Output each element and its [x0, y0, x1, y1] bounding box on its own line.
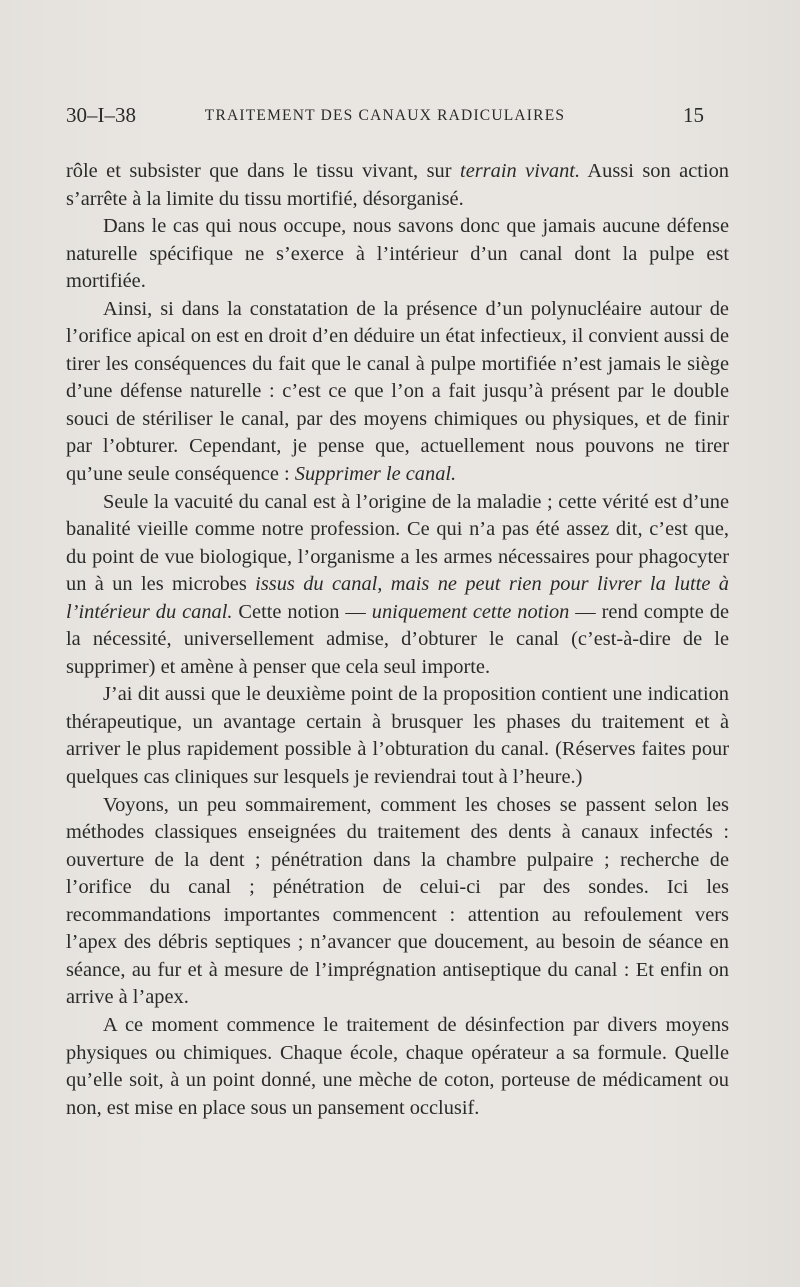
paragraph: [66, 489, 729, 682]
paragraph: [66, 681, 729, 791]
text-run: Voyons, un peu sommairement, comment les choses se passent selon les méthodes classiques enseignées du traitement des dents à canaux infectés : ouverture de la dent ; pénétration dans la chambre pulpaire ; recherche de l’orifice du canal ; pénétration de celui-ci par des sondes. Ici les recommandations importantes commencent : attention au refoulement vers l’apex des débris septiques ; n’avancer que doucement, au besoin de séance en séance, au fur et à mesure de l’imprégnation antiseptique du canal : Et enfin on arrive à l’apex.: [66, 793, 729, 1009]
header-date: 30–I–38: [66, 103, 136, 127]
text-run: rôle et subsister que dans le tissu vivant, sur: [66, 160, 461, 182]
text-run: A ce moment commence le traitement de désinfection par divers moyens physiques ou chimiques. Chaque école, chaque opérateur a sa formule. Quelle qu’elle soit, à un point donné, une mèche de coton, porteuse de médicament ou non, est mise en place sous un pansement occlusif.: [66, 1013, 729, 1119]
text-run: Seule la vacuité du canal est à l’origine de la maladie ; cette vérité est d’une banalité vieille comme notre profession. Ce qui n’a pas été assez dit, c’est que, du point de vue biologique, l’organisme a les armes nécessaires pour phagocyter un à un les microbes: [66, 490, 729, 596]
italic-text: issus du canal, mais ne peut rien pour livrer la lutte à l’intérieur du canal.: [66, 573, 729, 623]
paragraph: [66, 1012, 729, 1122]
italic-text: Supprimer le canal.: [294, 463, 457, 486]
text-run: Aussi son action s’arrête à la limite du tissu mortifié, désorganisé.: [66, 160, 729, 210]
paragraph: [66, 792, 729, 1012]
paragraph: [66, 158, 729, 213]
paragraph: [66, 213, 729, 296]
body-text: [66, 158, 729, 1122]
running-header: [66, 103, 704, 133]
page-number: 15: [683, 103, 704, 127]
text-run: Dans le cas qui nous occupe, nous savons donc que jamais aucune défense naturelle spécifique ne s’exerce à l’intérieur d’un canal dont la pulpe est mortifiée.: [66, 215, 729, 293]
text-run: Ainsi, si dans la constatation de la présence d’un polynucléaire autour de l’orifice apical on est en droit d’en déduire un état infectieux, il convient aussi de tirer les conséquences du fait que le canal à pulpe mortifiée n’est jamais le siège d’une défense naturelle : c’est ce que l’on a fait jusqu’à présent par le double souci de stériliser le canal, par des moyens chimiques ou physiques, et de finir par l’obturer. Cependant, je pense que, actuellement nous pouvons ne tirer qu’une seule conséquence :: [66, 297, 729, 486]
paragraph: [66, 296, 729, 489]
running-title: TRAITEMENT DES CANAUX RADICULAIRES: [204, 107, 566, 124]
text-run: — rend compte de la nécessité, universellement admise, d’obturer le canal (c’est-à-dire de le supprimer) et amène à penser que cela seul importe.: [66, 600, 729, 678]
italic-text: uniquement cette notion: [371, 600, 570, 623]
text-run: Cette notion —: [232, 600, 372, 623]
text-run: J’ai dit aussi que le deuxième point de la proposition contient une indication thérapeutique, un avantage certain à brusquer les phases du traitement et à arriver le plus rapidement possible à l’obturation du canal. (Réserves faites pour quelques cas cliniques sur lesquels je reviendrai tout à l’heure.): [66, 683, 729, 789]
italic-text: terrain vivant.: [460, 160, 581, 182]
